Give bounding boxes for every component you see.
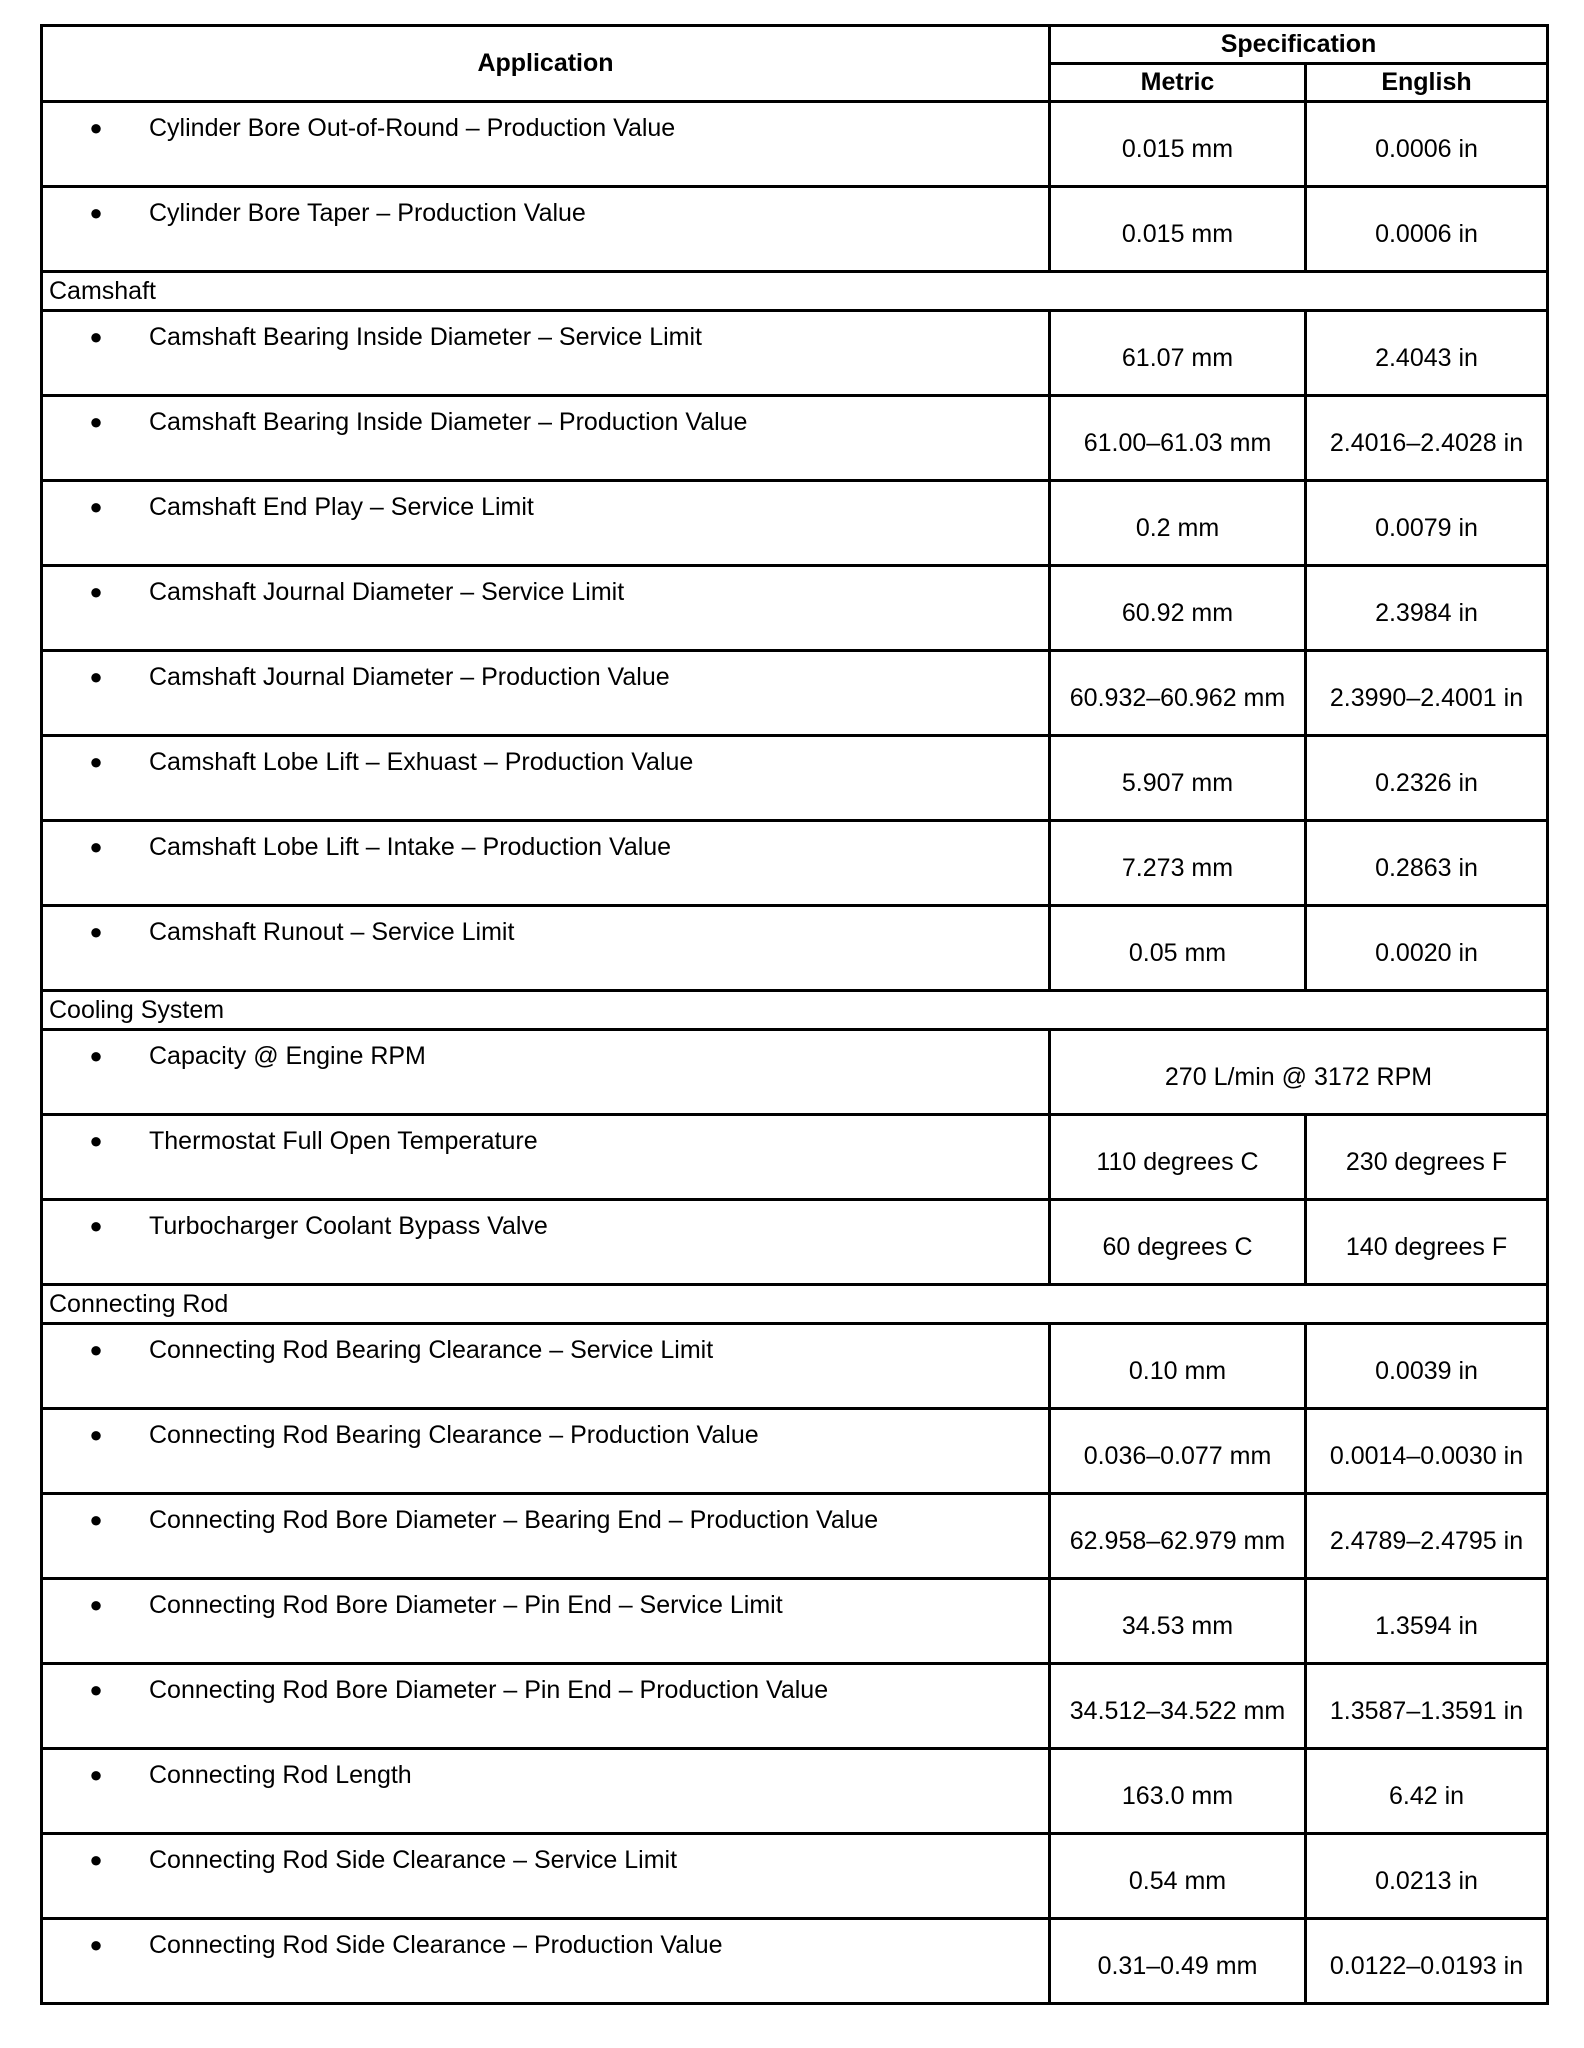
- table-row: [42, 1664, 1548, 1749]
- table-row: [42, 736, 1548, 821]
- application-header: Application: [42, 26, 1050, 102]
- metric-value: 61.00–61.03 mm: [1050, 396, 1306, 481]
- application-label: Connecting Rod Bore Diameter – Bearing End – Production Value: [149, 1506, 879, 1534]
- table-row: [42, 1200, 1548, 1285]
- bullet-icon: ●: [89, 1213, 103, 1238]
- application-cell: [42, 1030, 1050, 1115]
- table-row: [42, 396, 1548, 481]
- application-label: Camshaft End Play – Service Limit: [149, 493, 534, 521]
- table-row: [42, 1324, 1548, 1409]
- bullet-icon: ●: [89, 324, 103, 349]
- table-row: [42, 481, 1548, 566]
- application-cell: [42, 736, 1050, 821]
- application-label: Camshaft Bearing Inside Diameter – Service Limit: [149, 323, 703, 351]
- table-row: [42, 1579, 1548, 1664]
- application-label: Connecting Rod Bore Diameter – Pin End – Service Limit: [149, 1591, 783, 1619]
- application-label: Connecting Rod Side Clearance – Service Limit: [149, 1846, 678, 1874]
- bullet-icon: ●: [89, 834, 103, 859]
- metric-value: 0.015 mm: [1050, 102, 1306, 187]
- application-cell: [42, 311, 1050, 396]
- application-cell: [42, 1579, 1050, 1664]
- table-row: [42, 906, 1548, 991]
- table-body: [42, 102, 1548, 2004]
- metric-value: 0.015 mm: [1050, 187, 1306, 272]
- metric-value: 62.958–62.979 mm: [1050, 1494, 1306, 1579]
- application-cell: [42, 102, 1050, 187]
- bullet-icon: ●: [89, 664, 103, 689]
- bullet-icon: ●: [89, 1762, 103, 1787]
- english-value: 0.0014–0.0030 in: [1306, 1409, 1548, 1494]
- english-value: 140 degrees F: [1306, 1200, 1548, 1285]
- english-value: 2.4789–2.4795 in: [1306, 1494, 1548, 1579]
- application-cell: [42, 187, 1050, 272]
- metric-value: 60.92 mm: [1050, 566, 1306, 651]
- application-cell: [42, 1664, 1050, 1749]
- english-value: 1.3594 in: [1306, 1579, 1548, 1664]
- english-value: 0.2326 in: [1306, 736, 1548, 821]
- english-value: 2.3990–2.4001 in: [1306, 651, 1548, 736]
- application-label: Connecting Rod Side Clearance – Production Value: [149, 1931, 723, 1959]
- metric-value: 0.31–0.49 mm: [1050, 1919, 1306, 2004]
- english-value: 0.0006 in: [1306, 102, 1548, 187]
- english-value: 2.4043 in: [1306, 311, 1548, 396]
- metric-value: 61.07 mm: [1050, 311, 1306, 396]
- application-cell: [42, 566, 1050, 651]
- metric-value: 163.0 mm: [1050, 1749, 1306, 1834]
- table-row: [42, 311, 1548, 396]
- table-row: [42, 651, 1548, 736]
- english-value: 0.2863 in: [1306, 821, 1548, 906]
- metric-value: 0.10 mm: [1050, 1324, 1306, 1409]
- header-row-top: [42, 26, 1548, 64]
- application-label: Capacity @ Engine RPM: [149, 1042, 426, 1070]
- application-label: Camshaft Bearing Inside Diameter – Production Value: [149, 408, 748, 436]
- application-label: Camshaft Lobe Lift – Exhuast – Production Value: [149, 748, 694, 776]
- metric-value: 60 degrees C: [1050, 1200, 1306, 1285]
- application-cell: [42, 1919, 1050, 2004]
- application-cell: [42, 1115, 1050, 1200]
- application-label: Connecting Rod Bearing Clearance – Production Value: [149, 1421, 759, 1449]
- english-value: 2.4016–2.4028 in: [1306, 396, 1548, 481]
- application-label: Connecting Rod Bearing Clearance – Service Limit: [149, 1336, 714, 1364]
- bullet-icon: ●: [89, 200, 103, 225]
- bullet-icon: ●: [89, 1422, 103, 1447]
- application-label: Connecting Rod Bore Diameter – Pin End – Production Value: [149, 1676, 829, 1704]
- application-cell: [42, 1200, 1050, 1285]
- application-cell: [42, 1324, 1050, 1409]
- english-value: 0.0079 in: [1306, 481, 1548, 566]
- application-label: Cylinder Bore Out-of-Round – Production Value: [149, 114, 676, 142]
- bullet-icon: ●: [89, 749, 103, 774]
- english-value: 0.0213 in: [1306, 1834, 1548, 1919]
- bullet-icon: ●: [89, 1677, 103, 1702]
- application-cell: [42, 1834, 1050, 1919]
- application-cell: [42, 1494, 1050, 1579]
- application-label: Cylinder Bore Taper – Production Value: [149, 199, 586, 227]
- english-value: 0.0122–0.0193 in: [1306, 1919, 1548, 2004]
- metric-value: 34.53 mm: [1050, 1579, 1306, 1664]
- bullet-icon: ●: [89, 409, 103, 434]
- table-row: [42, 1834, 1548, 1919]
- spec-table: [40, 24, 1549, 2005]
- application-label: Camshaft Journal Diameter – Production Value: [149, 663, 670, 691]
- bullet-icon: ●: [89, 1043, 103, 1068]
- application-label: Thermostat Full Open Temperature: [149, 1127, 538, 1155]
- table-row: [42, 566, 1548, 651]
- application-cell: [42, 481, 1050, 566]
- application-label: Turbocharger Coolant Bypass Valve: [149, 1212, 548, 1240]
- bullet-icon: ●: [89, 1592, 103, 1617]
- english-value: 6.42 in: [1306, 1749, 1548, 1834]
- application-cell: [42, 821, 1050, 906]
- metric-value: 110 degrees C: [1050, 1115, 1306, 1200]
- application-cell: [42, 1749, 1050, 1834]
- section-row: [42, 991, 1548, 1030]
- bullet-icon: ●: [89, 1337, 103, 1362]
- metric-value: 0.05 mm: [1050, 906, 1306, 991]
- application-label: Camshaft Lobe Lift – Intake – Production Value: [149, 833, 672, 861]
- section-row: [42, 1285, 1548, 1324]
- table-row: [42, 1115, 1548, 1200]
- english-value: 0.0006 in: [1306, 187, 1548, 272]
- english-value: 0.0039 in: [1306, 1324, 1548, 1409]
- english-value: 230 degrees F: [1306, 1115, 1548, 1200]
- english-header: English: [1306, 64, 1548, 102]
- combined-value: 270 L/min @ 3172 RPM: [1050, 1030, 1548, 1115]
- bullet-icon: ●: [89, 115, 103, 140]
- bullet-icon: ●: [89, 1847, 103, 1872]
- table-row: [42, 187, 1548, 272]
- application-cell: [42, 396, 1050, 481]
- metric-header: Metric: [1050, 64, 1306, 102]
- english-value: 1.3587–1.3591 in: [1306, 1664, 1548, 1749]
- section-label: Camshaft: [42, 272, 1548, 311]
- table-row: [42, 821, 1548, 906]
- application-cell: [42, 1409, 1050, 1494]
- section-label: Cooling System: [42, 991, 1548, 1030]
- table-row: [42, 1030, 1548, 1115]
- table-row: [42, 102, 1548, 187]
- application-label: Camshaft Journal Diameter – Service Limit: [149, 578, 625, 606]
- specification-header: Specification: [1050, 26, 1548, 64]
- application-label: Connecting Rod Length: [149, 1761, 412, 1789]
- table-row: [42, 1749, 1548, 1834]
- bullet-icon: ●: [89, 1128, 103, 1153]
- section-label: Connecting Rod: [42, 1285, 1548, 1324]
- bullet-icon: ●: [89, 919, 103, 944]
- metric-value: 60.932–60.962 mm: [1050, 651, 1306, 736]
- table-row: [42, 1409, 1548, 1494]
- bullet-icon: ●: [89, 1932, 103, 1957]
- application-cell: [42, 651, 1050, 736]
- metric-value: 7.273 mm: [1050, 821, 1306, 906]
- metric-value: 0.54 mm: [1050, 1834, 1306, 1919]
- metric-value: 5.907 mm: [1050, 736, 1306, 821]
- english-value: 2.3984 in: [1306, 566, 1548, 651]
- application-cell: [42, 906, 1050, 991]
- english-value: 0.0020 in: [1306, 906, 1548, 991]
- bullet-icon: ●: [89, 494, 103, 519]
- metric-value: 34.512–34.522 mm: [1050, 1664, 1306, 1749]
- application-label: Camshaft Runout – Service Limit: [149, 918, 515, 946]
- table-header: [42, 26, 1548, 102]
- metric-value: 0.2 mm: [1050, 481, 1306, 566]
- section-row: [42, 272, 1548, 311]
- bullet-icon: ●: [89, 1507, 103, 1532]
- table-row: [42, 1494, 1548, 1579]
- table-row: [42, 1919, 1548, 2004]
- metric-value: 0.036–0.077 mm: [1050, 1409, 1306, 1494]
- bullet-icon: ●: [89, 579, 103, 604]
